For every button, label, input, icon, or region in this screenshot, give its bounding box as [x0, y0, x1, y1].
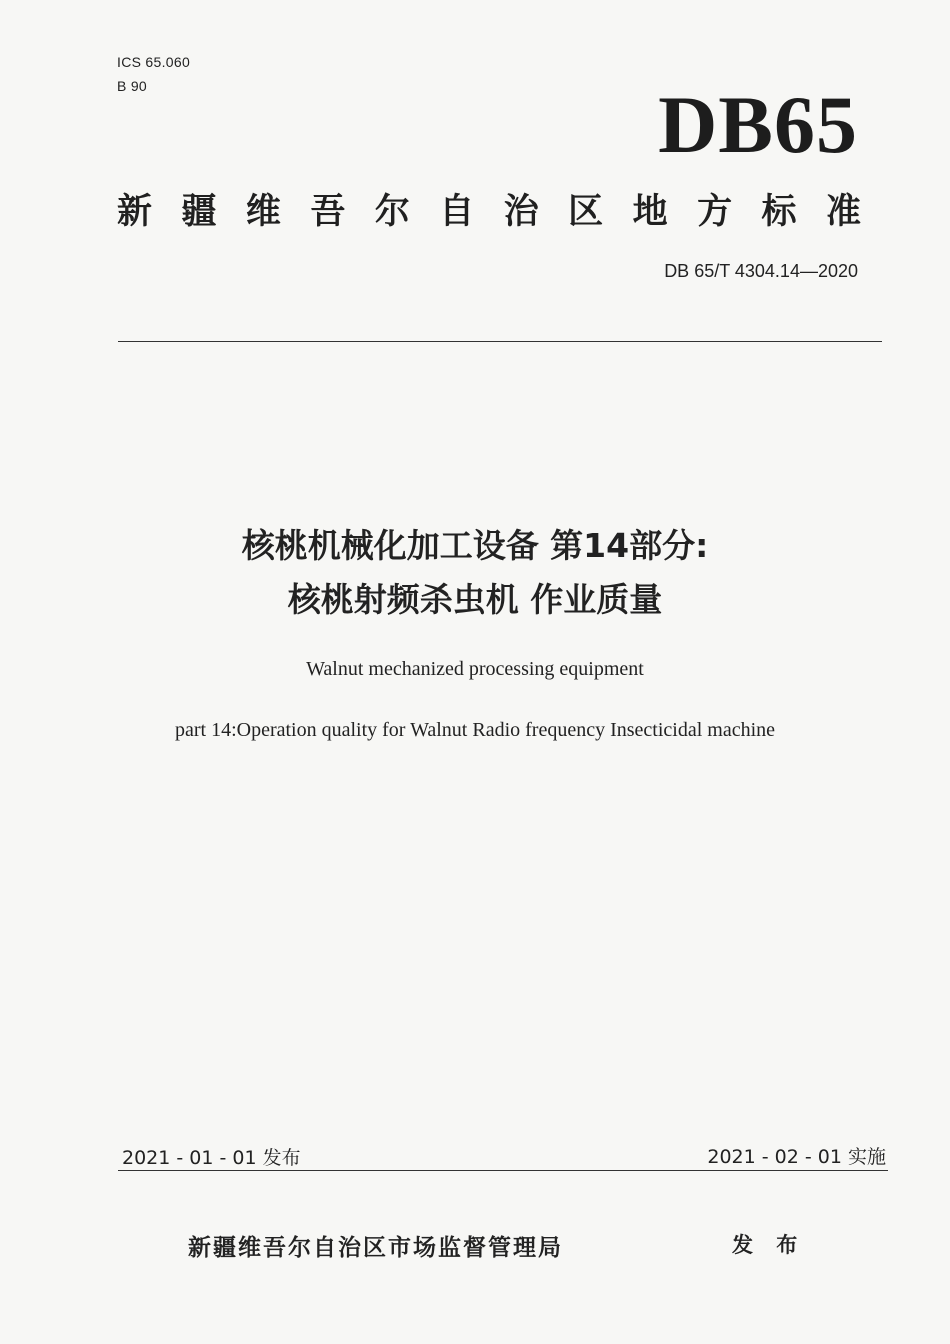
authority-char: 标 [761, 192, 797, 232]
implementation-date: 2021 - 02 - 01 实施 [707, 1146, 886, 1168]
authority-char: 准 [825, 192, 861, 232]
ccs-code: B 90 [117, 78, 147, 94]
authority-char: 维 [245, 192, 281, 232]
standard-code-logo: DB65 [658, 79, 858, 170]
authority-char: 方 [697, 192, 733, 232]
standard-authority-title [117, 188, 861, 236]
title-chinese-line-1: 核桃机械化加工设备 第14部分: [241, 526, 709, 565]
authority-char: 尔 [374, 192, 410, 232]
title-english-line-2: part 14:Operation quality for Walnut Radio frequency Insecticidal machine [174, 719, 776, 741]
authority-char: 吾 [310, 192, 346, 232]
title-chinese-line-2: 核桃射频杀虫机 作业质量 [287, 580, 663, 619]
authority-char: 治 [503, 192, 539, 232]
authority-char: 疆 [181, 192, 217, 232]
authority-char: 新 [117, 192, 153, 232]
issue-date: 2021 - 01 - 01 发布 [122, 1147, 301, 1169]
standard-number: DB 65/T 4304.14—2020 [664, 261, 858, 281]
footer-divider [118, 1170, 888, 1171]
classification-codes [117, 51, 190, 99]
issuing-authority: 新疆维吾尔自治区市场监督管理局 [188, 1235, 563, 1261]
issue-label: 发 布 [732, 1233, 806, 1257]
ics-code: ICS 65.060 [117, 54, 191, 70]
title-english-line-1: Walnut mechanized processing equipment [306, 658, 644, 680]
authority-char: 自 [439, 192, 475, 232]
header-divider [118, 341, 882, 342]
authority-char: 区 [568, 192, 604, 232]
authority-char: 地 [632, 192, 668, 232]
